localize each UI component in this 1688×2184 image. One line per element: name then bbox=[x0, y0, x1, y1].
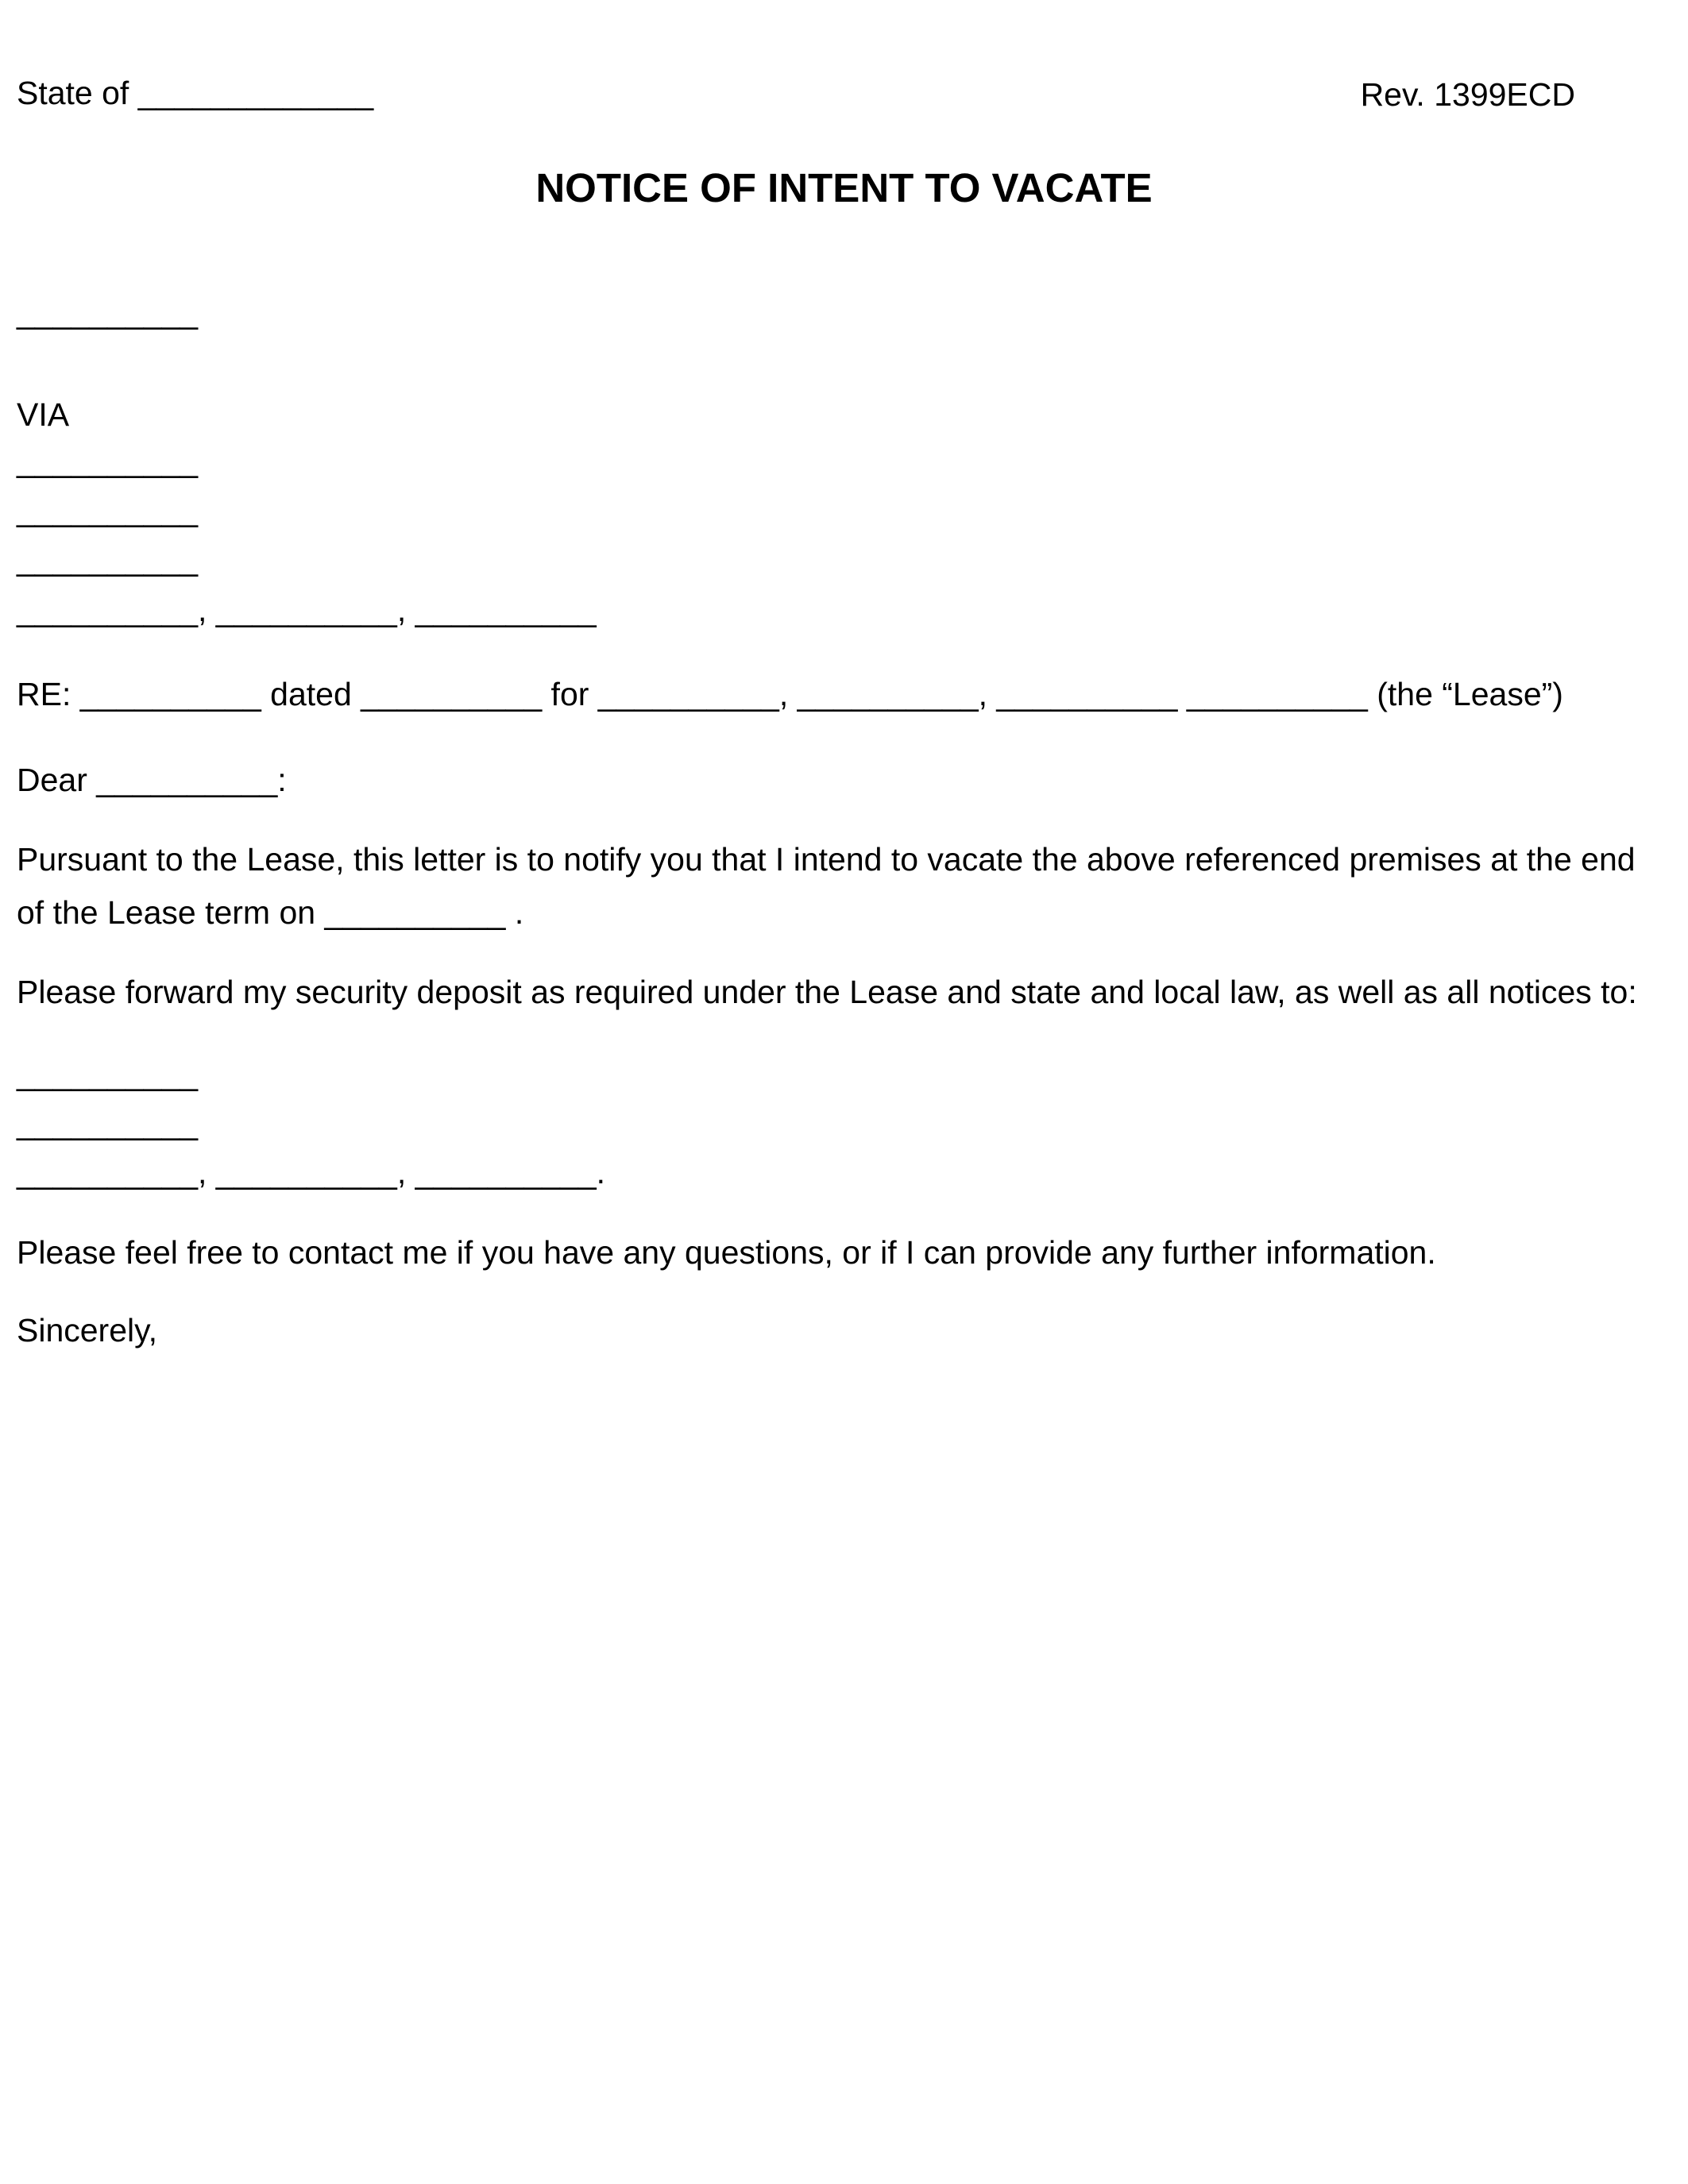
recipient-address-blank-line-1: __________ bbox=[17, 492, 199, 528]
contact-paragraph: Please feel free to contact me if you have any questions, or if I can provide any further information. bbox=[17, 1234, 1436, 1271]
recipient-address-blank-line-2: __________ bbox=[17, 541, 199, 577]
forwarding-address-blank-line-1: __________ bbox=[17, 1055, 199, 1092]
revision-label: Rev. 1399ECD bbox=[1360, 76, 1575, 113]
closing-line: Sincerely, bbox=[17, 1312, 157, 1349]
via-label: VIA bbox=[17, 396, 70, 433]
document-title: NOTICE OF INTENT TO VACATE bbox=[535, 165, 1153, 210]
recipient-city-state-zip-line: __________, __________, __________ bbox=[17, 592, 597, 628]
date-blank-line: __________ bbox=[17, 294, 199, 330]
re-subject-line: RE: __________ dated __________ for __________, __________, __________ __________ (the “Lease”) bbox=[17, 676, 1563, 712]
forwarding-address-blank-line-2: __________ bbox=[17, 1105, 199, 1141]
intent-paragraph-line-1: Pursuant to the Lease, this letter is to notify you that I intend to vacate the above referenced premises at the end bbox=[17, 841, 1636, 878]
security-deposit-paragraph: Please forward my security deposit as required under the Lease and state and local law, as well as all notices to: bbox=[17, 974, 1637, 1010]
forwarding-city-state-zip-line: __________, __________, __________. bbox=[17, 1154, 606, 1190]
intent-paragraph-line-2: of the Lease term on __________ . bbox=[17, 894, 524, 931]
recipient-name-blank-line: __________ bbox=[17, 442, 199, 479]
state-of-line: State of _____________ bbox=[17, 75, 374, 111]
salutation-line: Dear __________: bbox=[17, 762, 287, 798]
